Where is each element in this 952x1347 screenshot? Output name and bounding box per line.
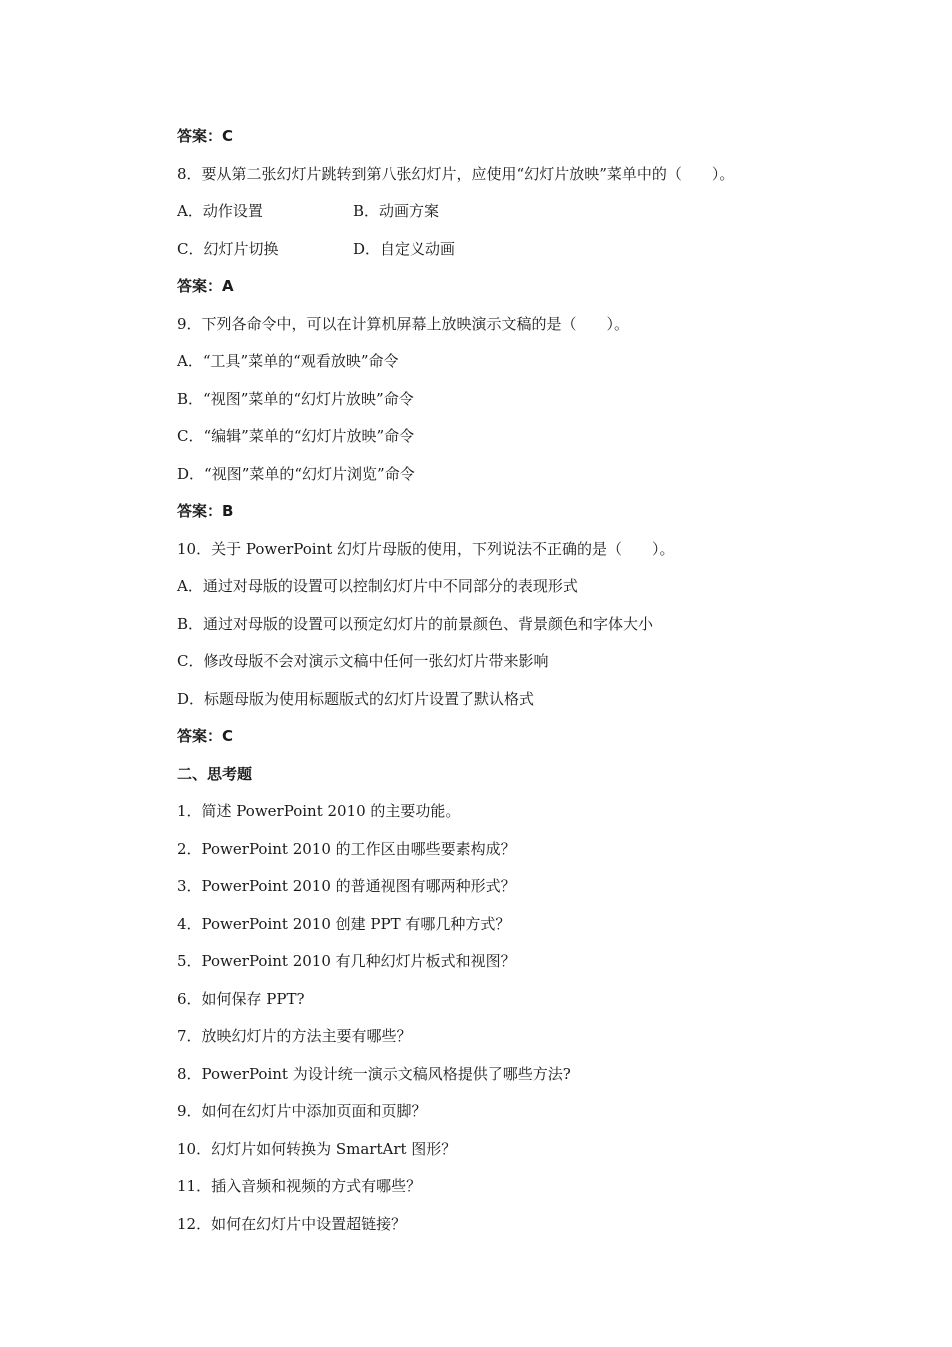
- q8-option-d: D．自定义动画: [353, 239, 456, 258]
- q8-answer: 答案：A: [177, 277, 234, 295]
- section-heading: 二、思考题: [177, 764, 253, 783]
- q9-option-a: A．“工具”菜单的“观看放映”命令: [177, 352, 399, 370]
- discussion-item: 8．PowerPoint 为设计统一演示文稿风格提供了哪些方法?: [177, 1064, 571, 1083]
- q9-option-c: C．“编辑”菜单的“幻灯片放映”命令: [177, 427, 415, 445]
- discussion-item: 3．PowerPoint 2010 的普通视图有哪两种形式？: [177, 877, 516, 895]
- q9-option-b: B．“视图”菜单的“幻灯片放映”命令: [177, 389, 414, 408]
- q8-option-a: A．动作设置: [177, 202, 263, 220]
- q9-answer: 答案：B: [177, 502, 234, 520]
- question-10: 10．关于 PowerPoint 幻灯片母版的使用，下列说法不正确的是（ ）。: [177, 539, 675, 558]
- answer-label: 答案：C: [177, 127, 234, 145]
- discussion-item: 6．如何保存 PPT?: [177, 989, 305, 1008]
- q8-option-c: C．幻灯片切换: [177, 239, 279, 258]
- q8-options-row-2: [177, 231, 877, 269]
- discussion-item: 1．简述 PowerPoint 2010 的主要功能。: [177, 802, 461, 820]
- q9-option-d: D．“视图”菜单的“幻灯片浏览”命令: [177, 464, 415, 483]
- discussion-item: 7．放映幻灯片的方法主要有哪些？: [177, 1027, 412, 1045]
- q8-options-row-1: [177, 193, 877, 231]
- question-8: 8．要从第二张幻灯片跳转到第八张幻灯片，应使用“幻灯片放映”菜单中的（ ）。: [177, 164, 735, 183]
- discussion-item: 5．PowerPoint 2010 有几种幻灯片板式和视图？: [177, 952, 516, 970]
- document-page: [177, 118, 877, 1243]
- discussion-item: 2．PowerPoint 2010 的工作区由哪些要素构成？: [177, 839, 516, 858]
- discussion-item: 4．PowerPoint 2010 创建 PPT 有哪几种方式？: [177, 914, 511, 933]
- q10-option-a: A．通过对母版的设置可以控制幻灯片中不同部分的表现形式: [177, 577, 578, 595]
- discussion-item: 12．如何在幻灯片中设置超链接？: [177, 1214, 407, 1233]
- discussion-item: 10．幻灯片如何转换为 SmartArt 图形？: [177, 1139, 457, 1158]
- discussion-item: 9．如何在幻灯片中添加页面和页脚？: [177, 1102, 427, 1120]
- q10-option-b: B．通过对母版的设置可以预定幻灯片的前景颜色、背景颜色和字体大小: [177, 614, 654, 633]
- discussion-item: 11．插入音频和视频的方式有哪些？: [177, 1177, 422, 1195]
- q10-option-c: C．修改母版不会对演示文稿中任何一张幻灯片带来影响: [177, 652, 549, 670]
- question-9: 9．下列各命令中，可以在计算机屏幕上放映演示文稿的是（ ）。: [177, 314, 630, 333]
- q10-option-d: D．标题母版为使用标题版式的幻灯片设置了默认格式: [177, 689, 535, 708]
- q8-option-b: B．动画方案: [353, 202, 440, 220]
- q10-answer: 答案：C: [177, 727, 234, 745]
